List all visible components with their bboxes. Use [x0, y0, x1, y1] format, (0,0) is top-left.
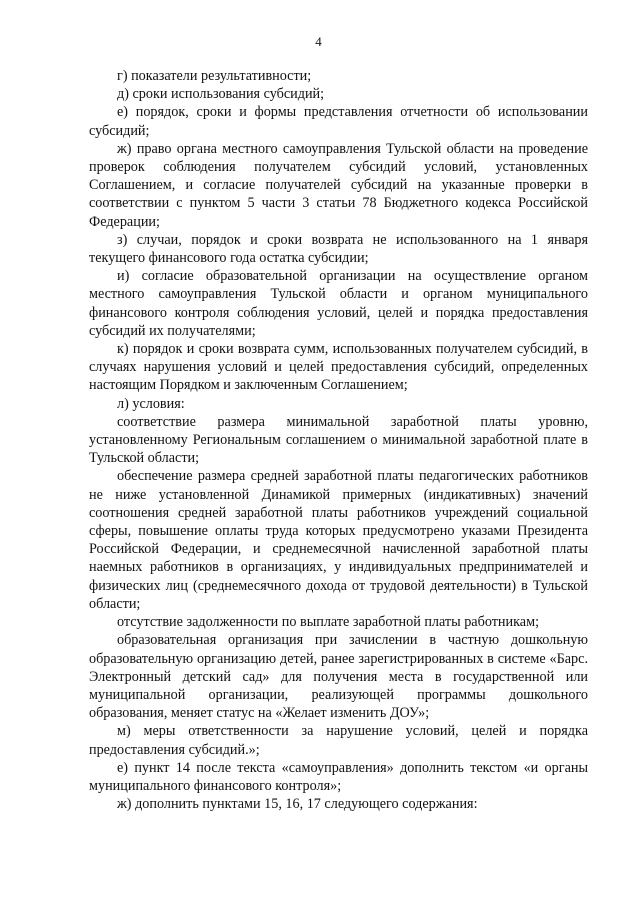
- paragraph-zh2: ж) дополнить пунктами 15, 16, 17 следующего содержания:: [117, 796, 478, 813]
- page-number: 4: [315, 34, 322, 49]
- paragraph-g: г) показатели результативности;: [117, 68, 312, 84]
- paragraph-e2: е) пункт 14 после текста «самоуправления» дополнить текстом «и органы муниципального финансового контроля»;: [89, 759, 588, 794]
- document-body: [89, 67, 588, 813]
- paragraph-e: е) порядок, сроки и формы представления отчетности об использовании субсидий;: [89, 104, 588, 139]
- paragraph-l-condition-1: соответствие размера минимальной заработной платы уровню, установленному Региональным соглашением о минимальной заработной плате в Тульской области;: [89, 413, 588, 467]
- paragraph-d: д) сроки использования субсидий;: [117, 86, 325, 103]
- paragraph-k: к) порядок и сроки возврата сумм, использованных получателем субсидий, в случаях нарушения условий и целей предоставления субсидий, определенных настоящим Порядком и заключенным Соглашением;: [89, 341, 588, 394]
- paragraph-i: и) согласие образовательной организации на осуществление органом местного самоуправления Тульской области и органом муниципального финансового контроля соблюдения условий, целей и порядка предоставления субсидий их получателями;: [89, 268, 588, 339]
- paragraph-l-condition-4: образовательная организация при зачислении в частную дошкольную образовательную организацию детей, ранее зарегистрированных в системе «Барс. Электронный детский сад» для получения места в государственной или муниципальной организации, реализующей программы дошкольного образования, меняет статус на «Желает изменить ДОУ»;: [89, 632, 588, 722]
- paragraph-z: з) случаи, порядок и сроки возврата не использованного на 1 января текущего финансового года остатка субсидии;: [89, 231, 588, 267]
- paragraph-m: м) меры ответственности за нарушение условий, целей и порядка предоставления субсидий.»;: [89, 723, 588, 758]
- paragraph-l-condition-3: отсутствие задолженности по выплате заработной платы работникам;: [117, 614, 540, 631]
- paragraph-l-condition-2: обеспечение размера средней заработной платы педагогических работников не ниже установленной Динамикой примерных (индикативных) значений соотношения средней заработной платы работников учреждений социальной сферы, повышение оплаты труда которых предусмотрено указами Президента Российской Федерации, и среднемесячной начисленной заработной платы наемных работников в организациях, у индивидуальных предпринимателей и физических лиц (среднемесячного дохода от трудовой деятельности) в Тульской области;: [89, 468, 588, 612]
- paragraph-zh: ж) право органа местного самоуправления Тульской области на проведение проверок соблюдения получателем субсидий условий, установленных Соглашением, и согласие получателей субсидий на указанные проверки в соответствии с пунктом 5 части 3 статьи 78 Бюджетного кодекса Российской Федерации;: [89, 140, 588, 230]
- paragraph-l: л) условия:: [117, 395, 185, 412]
